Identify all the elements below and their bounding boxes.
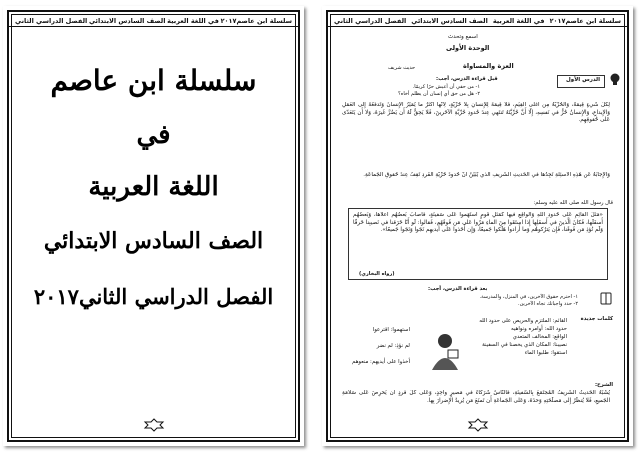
after-question-2: ٢- حدد واجباتك تجاه الآخرين. [518, 301, 578, 307]
header-grade: الصف السادس الابتدائي [411, 16, 488, 25]
cover-line-series: سلسلة ابن عاصم [50, 64, 257, 97]
vocab-left-column [352, 326, 410, 366]
lesson-subtitle: حديث شريف [388, 65, 416, 71]
page-number-ornament-icon [143, 418, 165, 432]
header-subject: في اللغة العربية [492, 16, 545, 25]
teacher-illustration-icon [428, 330, 462, 370]
header-grade: الصف السادس الابتدائي [88, 16, 166, 25]
cover-line-subject: اللغة العربية [88, 172, 219, 202]
page-frame [7, 10, 300, 442]
vocab-item: استهموا: اقترعوا [372, 327, 410, 333]
page-number-ornament-icon [467, 418, 489, 432]
vocab-item: أخذوا على أيديهم: منعوهم [352, 359, 410, 365]
top-label: اسمع وتحدث [448, 34, 478, 40]
explain-label: الشرح: [594, 382, 613, 388]
page-header [328, 15, 627, 27]
hadith-narrator: (رواه البخاري) [359, 271, 395, 277]
header-subject: في اللغة العربية [167, 16, 219, 25]
cover-line-in: في [136, 120, 171, 150]
lesson-title: العزة والمساواة [463, 62, 514, 70]
vocab-item: الواقع: المخالف المتعدي [512, 334, 567, 340]
cover-line-grade: الصف السادس الابتدائي [43, 228, 264, 254]
section-label-box [557, 75, 605, 88]
vocab-item: لم نؤذِ: لم نضر [376, 343, 410, 349]
hadith-box [348, 208, 608, 280]
questions-label: قبل قراءة الدرس، أجب: [436, 76, 498, 82]
intro-paragraph: لِكُلِّ شَيءٍ قِيمَةٌ، وَالحُرِّيَّةُ مِن أَغلَى القِيَمِ، فَلا قِيمَةَ لِلإِنسانِ بِلا حُرِّيَّةٍ، لِأَنَّها أَكثَرُ ما يُمَيِّزُ الإِنسانَ وَتَدفَعُهُ إِلى العَمَلِ وَالإِبداعِ، وَالإِنسانُ حُرٌّ في نَفسِهِ، إِلّا أَنَّ حُرِّيَّتَهُ تَنتَهي عِندَ حُدودِ حُرِّيَّةِ الآخَرينَ، فَلا يَحِقُّ لَهُ أَن يَضُرَّ غَيرَهُ، وَلا أَن يَتَعَدّى عَلى حُقوقِهِم. [342, 102, 610, 124]
intro-paragraph-2: وَالإِجابَةُ عَن هَذِهِ الأَسئِلَةِ تَجِدُها في الحَديثِ الشَّريفِ الَّذي يُبَيِّنُ أَنَّ حُدودَ حُرِّيَّةِ الفَردِ تَقِفُ عِندَ حُقوقِ الجَماعَةِ. [363, 172, 610, 178]
after-question-1: ١- احترم حقوق الآخرين، في المنزل، والمدرسة. [479, 294, 578, 300]
vocab-label: كلمات جديدة [580, 316, 613, 322]
cover-page [3, 6, 304, 446]
lesson-page [322, 6, 633, 446]
lamp-icon [607, 72, 623, 86]
reading-icon [599, 290, 613, 306]
vocab-item: القائم: الملتزم والحريص على حدود الله [479, 318, 567, 324]
vocab-item: حدود الله: أوامره ونواهيه [511, 326, 567, 332]
vocab-item: نصيبنا: المكان الذي يخصنا في السفينة [482, 342, 567, 348]
header-series: سلسلة ابن عاصم٢٠١٧ [220, 16, 292, 25]
hadith-text: «مَثَلُ القائِمِ عَلى حُدودِ اللهِ وَالواقِعِ فيها كَمَثَلِ قَومٍ استَهَموا عَلى سَفينَةٍ، فَأَصابَ بَعضُهُم أَعلاها، وَبَعضُهُم أَسفَلَها، فَكانَ الَّذينَ في أَسفَلِها إِذا استَقَوا مِنَ الماءِ مَرّوا عَلى مَن فَوقَهُم، فَقالوا: لَو أَنّا خَرَقنا في نَصيبِنا خَرقًا وَلَم نُؤذِ مَن فَوقَنا، فَإِن يَترُكوهُم وَما أَرادوا هَلَكوا جَميعًا، وَإِن أَخَذوا عَلى أَيديهِم نَجَوا وَنَجَوا جَميعًا». [353, 212, 603, 234]
page-frame [326, 10, 629, 442]
page-header [9, 15, 298, 27]
after-label: بعد قراءة الدرس، أجب: [428, 286, 488, 292]
question-2: ٢- هل من حق أي إنسان أن يظلم أخاه؟ [398, 91, 480, 97]
header-series: سلسلة ابن عاصم٢٠١٧ [549, 16, 621, 25]
explanation-paragraph: يُشَبِّهُ الحَديثُ الشَّريفُ المُجتَمَعَ بِالسَّفينَةِ، فَالنّاسُ شُرَكاءُ في مَصيرٍ واحِدٍ، وَعَلى كُلِّ فَردٍ أَن يَحرِصَ عَلى سَلامَةِ الجَميعِ، فَلا يُنظَرُ إِلى مَصلَحَتِهِ وَحدَهُ، وَعَلى الجَماعَةِ أَن تَمنَعَ مَن يُريدُ الإِضرارَ بِها. [342, 390, 610, 404]
cover-line-term: الفصل الدراسي الثاني٢٠١٧ [33, 284, 274, 309]
header-term: الفصل الدراسي الثاني [15, 16, 88, 25]
header-term: الفصل الدراسي الثاني [334, 16, 407, 25]
hadith-intro: قال رسول الله صلى الله عليه وسلم: [533, 200, 613, 206]
vocab-item: استقوا: طلبوا الماء [524, 350, 567, 356]
section-label: الدرس الأول [566, 77, 600, 83]
question-1: ١- من حقي أن أعيش حرًا كريمًا. [412, 84, 480, 90]
vocab-right-column [479, 317, 567, 357]
unit-title: الوحدة الأولى [446, 44, 490, 52]
